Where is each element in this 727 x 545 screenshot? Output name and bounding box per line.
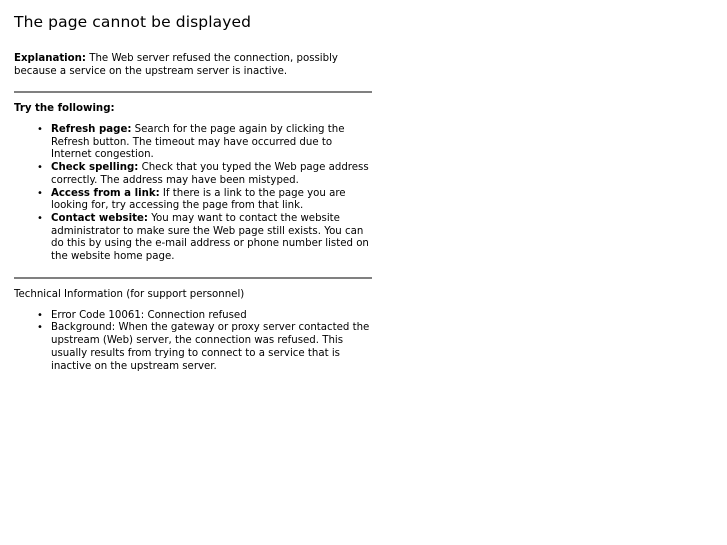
bullet-icon: • [37, 162, 43, 174]
page-title: The page cannot be displayed [14, 13, 252, 31]
refresh-page-label: Refresh page: [51, 124, 132, 135]
list-item [37, 162, 374, 187]
try-list [14, 124, 374, 264]
divider [14, 91, 372, 93]
error-code-text: Error Code 10061: Connection refused [51, 309, 247, 321]
contact-website-label: Contact website: [51, 212, 148, 224]
try-heading: Try the following: [14, 103, 115, 114]
check-spelling-label: Check spelling: [51, 162, 139, 174]
bullet-icon: • [37, 187, 43, 199]
list-item [37, 322, 374, 373]
error-page [0, 0, 374, 373]
refresh-page-text: Search for the page again by clicking the Refresh button. The timeout may have occurred due to Internet congestion. [51, 124, 345, 161]
contact-website-text: You may want to contact the website administrator to make sure the Web page still exists. You can do this by using the e-mail address or phone number listed on the website home page. [51, 212, 369, 263]
explanation-paragraph [14, 52, 374, 78]
background-text: Background: When the gateway or proxy server contacted the upstream (Web) server, the connection was refused. This usually results from trying to connect to a service that is inactive on the upstream server. [51, 322, 370, 372]
bullet-icon: • [37, 124, 43, 135]
explanation-text: The Web server refused the connection, possibly because a service on the upstream server is inactive. [14, 53, 338, 77]
list-item [37, 187, 374, 213]
bullet-icon: • [37, 212, 43, 224]
bullet-icon: • [37, 322, 43, 334]
list-item [37, 124, 374, 162]
technical-heading: Technical Information (for support personnel) [14, 288, 245, 300]
bullet-icon: • [37, 309, 43, 321]
access-link-text: If there is a link to the page you are looking for, try accessing the page from that link. [51, 187, 346, 212]
divider [14, 277, 372, 279]
check-spelling-text: Check that you typed the Web page address correctly. The address may have been mistyped. [51, 162, 369, 186]
technical-list [14, 310, 374, 374]
access-link-label: Access from a link: [51, 187, 160, 199]
explanation-label: Explanation: [14, 53, 87, 64]
list-item [37, 212, 374, 264]
list-item [37, 309, 374, 323]
